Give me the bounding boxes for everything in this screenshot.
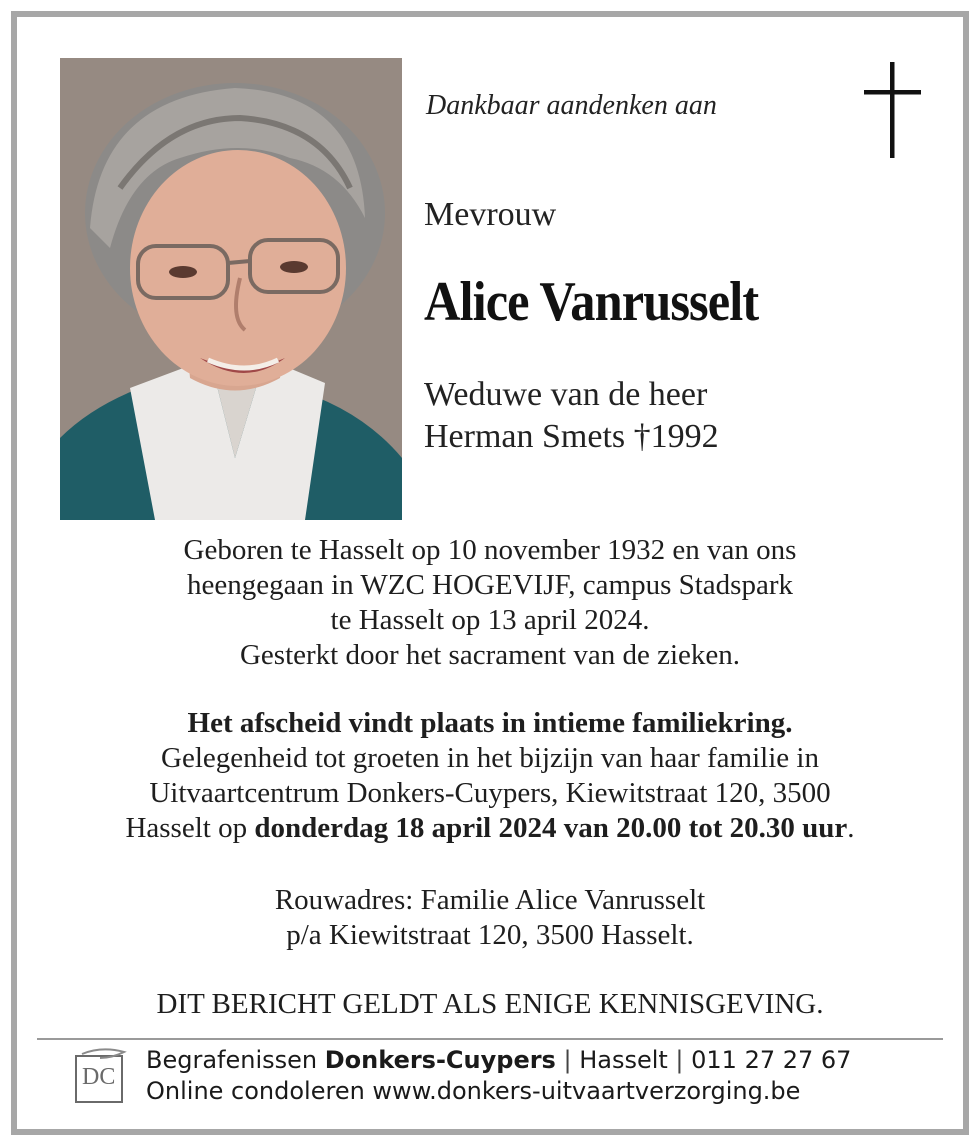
farewell-line-1: Gelegenheid tot groeten in het bijzijn van haar familie in <box>161 742 819 774</box>
birth-line-3: te Hasselt op 13 april 2024. <box>330 604 650 636</box>
birth-line-1: Geboren te Hasselt op 10 november 1932 en van ons <box>183 534 797 566</box>
spouse-info <box>424 374 719 458</box>
footer-separator-1: | <box>555 1046 580 1074</box>
footer-city: Hasselt <box>579 1046 668 1074</box>
farewell-heading: Het afscheid vindt plaats in intieme familiekring. <box>187 707 793 739</box>
company-name: Donkers-Cuypers <box>324 1046 556 1074</box>
obituary-card <box>11 11 969 1135</box>
funeral-home-logo <box>72 1048 128 1111</box>
spouse-line-2: Herman Smets †1992 <box>424 418 719 455</box>
portrait-photo <box>60 58 402 520</box>
honorific: Mevrouw <box>424 196 557 233</box>
farewell-line-2: Uitvaartcentrum Donkers-Cuypers, Kiewitstraat 120, 3500 <box>149 777 831 809</box>
footer-prefix: Begrafenissen <box>146 1046 325 1074</box>
address-line-1: Rouwadres: Familie Alice Vanrusselt <box>274 884 706 916</box>
spouse-line-1: Weduwe van de heer <box>424 376 708 413</box>
address-line-2: p/a Kiewitstraat 120, 3500 Hasselt. <box>286 919 694 951</box>
birth-line-4: Gesterkt door het sacrament van de zieken. <box>239 639 741 671</box>
footer-line-1 <box>146 1045 851 1076</box>
cross-icon <box>864 62 922 165</box>
funeral-home-footer <box>146 1045 851 1107</box>
footer-divider <box>37 1038 943 1040</box>
birth-line-2: heengegaan in WZC HOGEVIJF, campus Stadspark <box>186 569 793 601</box>
deceased-name: Alice Vanrusselt <box>424 271 759 333</box>
birth-death-info <box>20 533 960 673</box>
farewell-datetime: donderdag 18 april 2024 van 20.00 tot 20.30 uur <box>254 812 848 844</box>
notice-statement: DIT BERICHT GELDT ALS ENIGE KENNISGEVING. <box>156 988 824 1020</box>
footer-separator-2: | <box>667 1046 692 1074</box>
farewell-line-3-suffix: . <box>847 812 855 844</box>
online-condolence[interactable]: Online condoleren www.donkers-uitvaartverzorging.be <box>146 1077 801 1105</box>
farewell-info <box>20 706 960 846</box>
footer-phone: 011 27 27 67 <box>691 1046 852 1074</box>
remembrance-intro: Dankbaar aandenken aan <box>426 90 717 121</box>
farewell-line-3 <box>20 811 960 846</box>
mourning-address <box>20 883 960 953</box>
farewell-line-3-prefix: Hasselt op <box>125 812 255 844</box>
logo-letters: DC <box>82 1064 116 1090</box>
